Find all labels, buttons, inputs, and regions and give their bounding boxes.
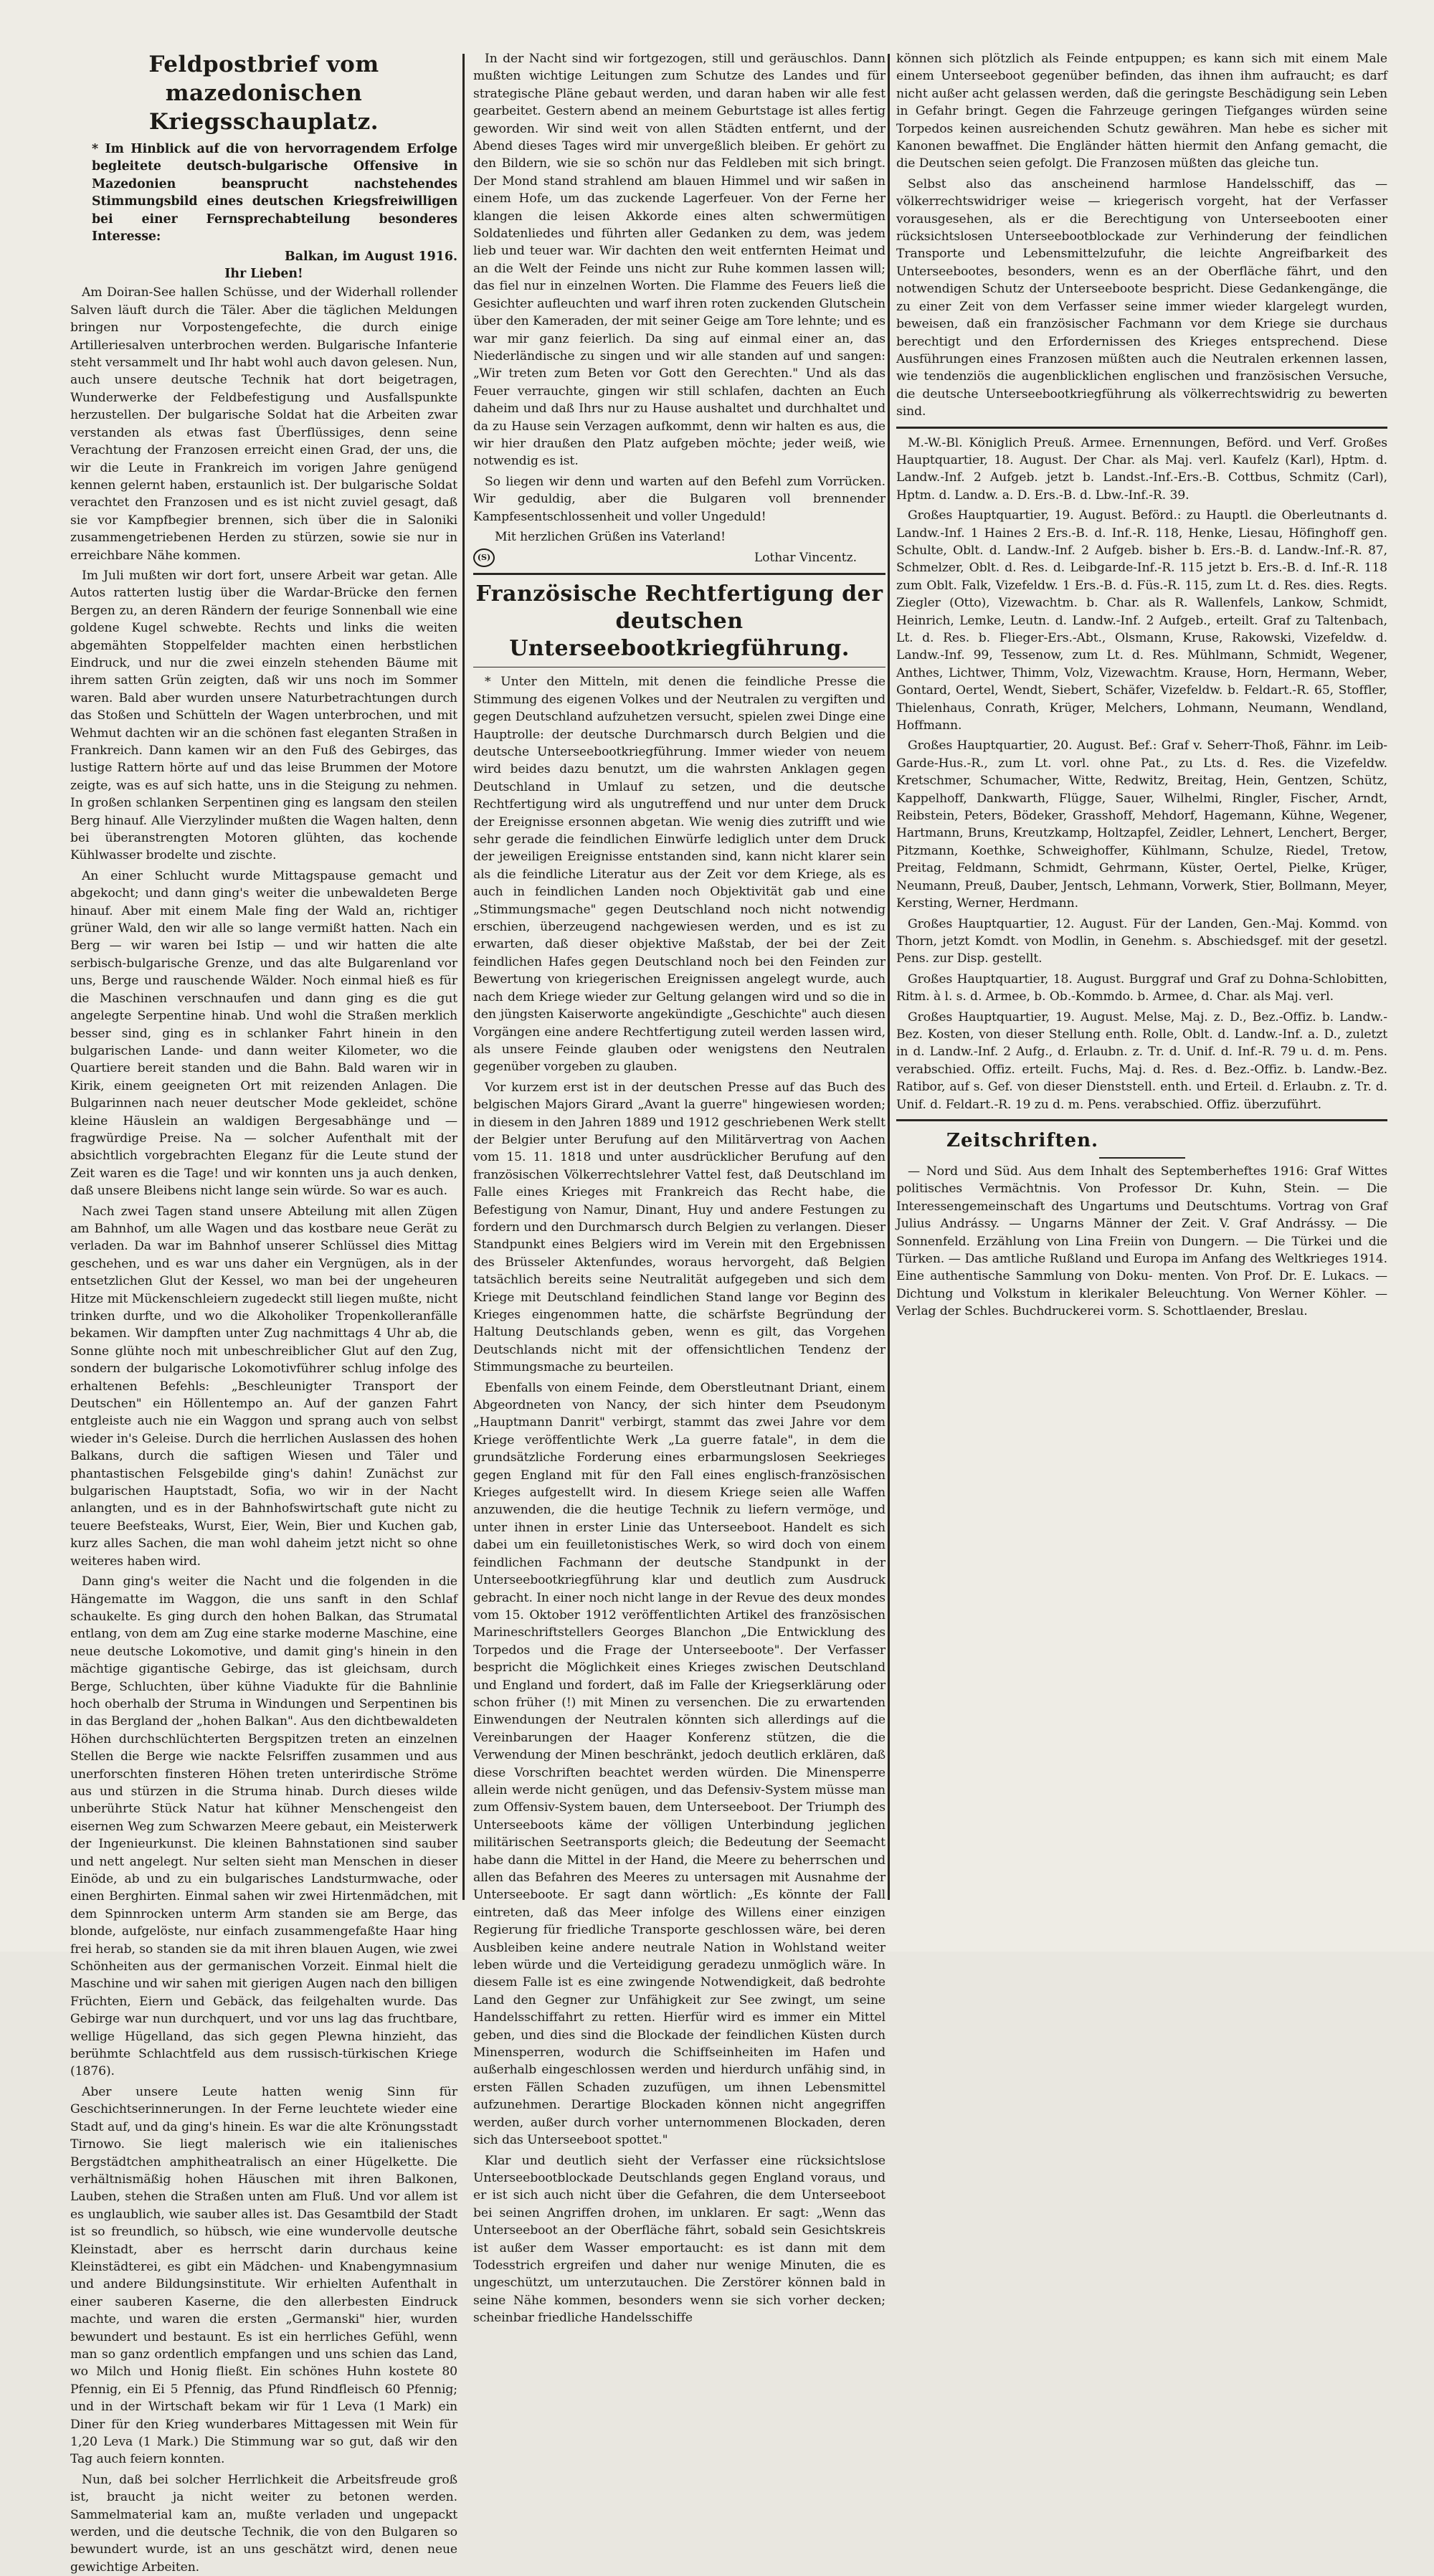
feldpostbrief-continued-paragraph: In der Nacht sind wir fortgezogen, still und geräuschlos. Dann mußten wichtige Leitungen zum Schutze des Landes und für strategische Pläne gebaut werden, und daran haben wir alle fest gearbeitet. Gestern abend an meinem Geburtstage ist alles fertig geworden. Wir sind weit von allen Städten entfernt, und der Abend dieses Tages wird mir unvergeßlich bleiben. Er gehört zu den Bildern, wie sie so schön nur das Feldleben mit sich bringt. Der Mond stand strahlend am blauen Himmel und wir saßen in einem Hofe, um das zuckende Lagerfeuer. Von der Ferne her klangen die leisen Akkorde eines alten schwermütigen Soldatenliedes und führten aller Gedanken zu dem, was jedem lieb und teuer war. Wir dachten den weit entfernten Heimat und an die Welt der Feinde uns nicht zur Ruhe kommen lassen will; das fiel nur in einzelnen Worten. Die Flamme des Feuers ließ die Gesichter aufleuchten und warf ihren roten zuckenden Glutschein über den Kameraden, der mit seiner Geige am Tore lehnte; und es war mir ganz feierlich. Da sing auf einmal einer an, das Niederländische zu singen und wir alle standen auf und sangen: „Wir treten zum Beten vor Gott den Gerechten." Und als das Feuer verrauchte, gingen wir still schlafen, dachten an Euch daheim und daß Ihrs nur zu Hause aushaltet und durchhaltet und da zu Hause sein Verzagen aufkommt, denn wir halten es aus, die wir hier draußen den Platz aufgeben möchte; jeder weiß, wie notwendig es ist. (473, 52, 885, 469)
feldpostbrief-dateline: Balkan, im August 1916. (285, 249, 457, 265)
feldpostbrief-paragraph: Am Doiran-See hallen Schüsse, und der Widerhall rollender Salven läuft durch die Täler. Aber die täglichen Meldungen bringen nur Vorpostengefechte, die durch einige Artilleriesalven unterbrochen werden. Bulgarische Infanterie steht versammelt und Ihr habt wohl auch davon gelesen. Nun, auch unsere deutsche Technik hat dort beigetragen, Wunderwerke der Feldbefestigung und Ausfallspunkte herzustellen. Der bulgarische Soldat hat die Arbeiten zwar verstanden als etwas fast Überflüssiges, denn seine Verachtung der Franzosen erreicht einen Grad, der uns, die wir die Leute in Frankreich im vorigen Jahre genügend kennen gelernt haben, erstaunlich ist. Der bulgarische Soldat verachtet den Franzosen und es ist nicht zuviel gesagt, daß sie vor Kampfbegier brennen, sich über die in Saloniki zusammengetriebenen Herden zu stürzen, sowie sie nur in erreichbare Nähe kommen. (70, 285, 457, 563)
section-separator (896, 1119, 1387, 1121)
rechtfertigung-paragraph: Vor kurzem erst ist in der deutschen Presse auf das Buch des belgischen Majors Girard „Avant la guerre" hingewiesen worden; in diesem in den Jahren 1889 und 1912 geschriebenen Werk stellt der Belgier unter Berufung auf den Militärvertrag von Aachen vom 15. 11. 1818 und unter ausdrücklicher Berufung auf den französischen Völkerrechtslehrer Vattel fest, daß Deutschland im Falle eines Krieges mit Frankreich das Recht habe, die Befestigung von Namur, Dinant, Huy und andere Festungen zu fordern und den Durchmarsch durch Belgien zu verlangen. Dieser Standpunkt eines Belgiers wird im Verein mit den Ergebnissen des Brüsseler Aktenfundes, woraus hervorgeht, daß Belgien tatsächlich bereits seine Neutralität aufgegeben und sich dem Kriege mit Deutschland feindlichen Stand lange vor Beginn des Krieges eingenommen hatte, die schärfste Begründung der Haltung Deutschlands geben, wenn es gilt, das Vorgehen Deutschlands nicht mit der offensichtlichen Tendenz der Stimmungsmache zu beurteilen. (473, 1080, 885, 1375)
rechtfertigung-paragraph: Klar und deutlich sieht der Verfasser eine rücksichtslose Unterseebootblockade Deutschlands gegen England voraus, und er ist sich auch nicht über die Gefahren, die dem Unterseeboot bei seinen Angriffen drohen, im unklaren. Er sagt: „Wenn das Unterseeboot an der Oberfläche fährt, sobald sein Gesichtskreis ist außer dem Wasser emportaucht: es ist dann mit dem Todesstrich ergreifen und daher nur wenige Minuten, die es ungeschützt, um unterzutauchen. Die Zerstörer können bald in seine Nähe kommen, besonders wenn sie sich vorher decken; scheinbar friedliche Handelsschiffe (473, 2153, 885, 2326)
rechtfertigung-continued-paragraph: Selbst also das anscheinend harmlose Handelsschiff, das — völkerrechtswidriger weise — kriegerisch vorgeht, hat der Verfasser vorausgesehen, als er die Berechtigung von Unterseebooten einer rücksichtslosen Unterseebootblockade zur Verhinderung der feindlichen Transporte und Lebensmittelzufuhr, die leichte Angreifbarkeit des Unterseebootes, besonders, wenn es an der Oberfläche fährt, und den notwendigen Schutz der Unterseeboote bespricht. Diese Gedankengänge, die zu einer Zeit von dem Verfasser seine immer wieder klargelegt wurden, beweisen, daß ein französischer Fachmann vor dem Kriege sie durchaus berechtigt und den Erfordernissen des Krieges entsprechend. Diese Ausführungen eines Franzosen müßten auch die Neutralen erkennen lassen, wie tendenziös die augenblicklichen englischen und französischen Versuche, die deutsche Unterseebootkriegführung als völkerrechtswidrig zu bewerten sind. (896, 176, 1387, 419)
column-rule-right (888, 54, 890, 1900)
feldpostbrief-headline: Feldpostbrief vom mazedonischen Kriegsschauplatz. (148, 52, 379, 135)
feldpostbrief-paragraph: Im Juli mußten wir dort fort, unsere Arbeit war getan. Alle Autos ratterten lustig über die Wardar-Brücke den fernen Bergen zu, an deren Rändern der feurige Sonnenball wie eine goldene Kugel schwebte. Rechts und links die weiten abgemähten Stoppelfelder machten einen herbstlichen Eindruck, und nur die zwei einzeln stehenden Bäume mit ihrem satten Grün zeigten, daß wir uns noch im Sommer waren. Bald aber wurden unsere Naturbetrachtungen durch das Stoßen und Schütteln der Wagen unterbrochen, und mit Wehmut dachten wir an die schönen fast eleganten Straßen in Frankreich. Dann kamen wir an den Fuß des Gebirges, das lustige Rattern hörte auf und das leise Brummen der Motore zeigte, was es auf sich hatte, uns in die Steigung zu nehmen. In großen schlanken Serpentinen ging es langsam den steilen Berg hinauf. Alle Vierzylinder mußten die Wagen halten, denn bei überanstrengten Motoren glühten, das kochende Kühlwasser brodelte und zischte. (70, 568, 457, 863)
feldpostbrief-paragraph: Nach zwei Tagen stand unsere Abteilung mit allen Zügen am Bahnhof, um alle Wagen und das kostbare neue Gerät zu verladen. Da war im Bahnhof unserer Schlüssel dies Mittag geschehen, und es war uns daher ein Vergnügen, als in der entsetzlichen Glut der Kessel, wo man bei der ungeheuren Hitze mit Mückenschleiern zugedeckt still liegen mußte, nicht trinken durfte, und wo die Alkoholiker Tropenkolleranfälle bekamen. Wir dampften unter Zug nachmittags 4 Uhr ab, die Sonne glühte noch mit unbeschreiblicher Glut auf den Zug, sondern der bulgarische Lokomotivführer schlug infolge des erhaltenen Befehls: „Beschleunigter Transport der Deutschen" ein Höllentempo an. Auf der ganzen Fahrt entgleiste auch nie ein Waggon und sprang auch von selbst wieder in's Geleise. Durch die herrlichen Auslassen des hohen Balkans, durch die saftigen Wiesen und Täler und phantastischen Felsgebilde ging's dahin! Zunächst zur bulgarischen Hauptstadt, Sofia, wo wir in der Nacht anlangten, und es in der Bahnhofswirtschaft gute nicht zu teuere Beefsteaks, Wurst, Eier, Wein, Bier und Kuchen gab, kurz alles Sachen, die man wohl daheim jetzt nicht so ohne weiteres haben wird. (70, 1204, 457, 1569)
personnel-list-paragraph: Großes Hauptquartier, 18. August. Burggraf und Graf zu Dohna-Schlobitten, Ritm. à l. s. d. Armee, b. Ob.-Kommdo. b. Armee, d. Char. als Maj. verl. (896, 971, 1387, 1004)
section-separator (896, 427, 1387, 429)
column-left (70, 50, 457, 2575)
zeitschriften-heading: Zeitschriften. (946, 1129, 1099, 1151)
column-middle (473, 50, 885, 2326)
feldpostbrief-intro: * Im Hinblick auf die von hervorragendem Erfolge begleitete deutsch-bulgarische Offensive in Mazedonien beansprucht nachstehendes Stimmungsbild eines deutschen Kriegsfreiwilligen bei einer Fernsprechabteilung besonderes Interesse: (92, 142, 457, 244)
feldpostbrief-paragraph: An einer Schlucht wurde Mittagspause gemacht und abgekocht; und dann ging's weiter die unbewaldeten Berge hinauf. Aber mit einem Male fing der Wald an, richtiger grüner Wald, den wir alle so lange vermißt hatten. Nach ein Berg — wir waren bei Istip — und wir hatten die alte serbisch-bulgarische Grenze, und das alte Bulgarenland vor uns, Berge und rauschende Wälder. Noch einmal hieß es für die Maschinen verschnaufen und dann ging es die gut angelegte Serpentine hinab. Und wohl die Straßen merklich besser sind, ging es in schlanker Fahrt hinein in den bulgarischen Lande- und dann weiter Kilometer, wo die Quartiere bereit standen und die Bahn. Bald waren wir in Kirik, einem geeigneten Ort mit reizenden Anlagen. Die Bulgarinnen nach neuer deutscher Mode gekleidet, schöne kleine Häuslein an waldigen Bergesabhänge und — fragwürdige Preise. Na — solcher Aufenthalt mit der absichtlich vorgebrachten Eleganz für die Leute stund der Zeit waren es die Tage! und wir konnten uns ja auch denken, daß unsere Bleibens nicht lange sein würde. So war es auch. (70, 868, 457, 1199)
rechtfertigung-paragraph: * Unter den Mitteln, mit denen die feindliche Presse die Stimmung des eigenen Volkes und der Neutralen zu vergiften und gegen Deutschland aufzuhetzen versucht, spielen zwei Dinge eine Hauptrolle: der deutsche Durchmarsch durch Belgien und die deutsche Unterseebootkriegführung. Immer wieder von neuem wird beides dazu benutzt, um die wahrsten Anklagen gegen Deutschland in Umlauf zu setzen, und die deutsche Rechtfertigung wird als ungutreffend und nur unter dem Druck der Ereignisse ersonnen abgetan. Wie wenig dies zutrifft und wie sehr gerade die feindlichen Einwürfe lediglich unter dem Druck der jeweiligen Ereignisse entstanden sind, kann nicht klarer sein als die feindliche Literatur aus der Zeit vor dem Kriege, als es auch in feindlichen Landen noch Objektivität gab und eine „Stimmungsmache" gegen Deutschland noch nicht notwendig erschien, überzeugend nachgewiesen werden, und es ist zu erwarten, daß dieser objektive Maßstab, der bei der Zeit feindlichen Hafes gegen Deutschland noch bei den Feinden zur Bewertung von kriegerischen Ereignissen angelegt wurde, auch nach dem Kriege wieder zur Geltung gelangen wird und so die in den jüngsten Kaiserworte angekündigte „Geschichte" auch diesen Vorgängen eine andere Rechtfertigung zuteil werden lassen wird, als unsere Feinde glauben oder wenigstens den Neutralen gegenüber vorgeben zu glauben. (473, 675, 885, 1075)
press-service-badge: (S) (473, 548, 495, 567)
personnel-list-paragraph: Großes Hauptquartier, 20. August. Bef.: Graf v. Seherr-Thoß, Fähnr. im Leib-Garde-Hus.-R., zum Lt. vorl. ohne Pat., zu Lts. d. Res. die Vizefeldw. Kretschmer, Schumacher, Witte, Redwitz, Breitag, Hein, Gentzen, Schütz, Kappelhoff, Dankwarth, Flügge, Sauer, Wilhelmi, Ringler, Fischer, Arndt, Reibstein, Peters, Bödeker, Grasshoff, Mehdorf, Hagemann, Kühne, Wegener, Hartmann, Bruns, Kreutzkamp, Holtzapfel, Zeidler, Lehnert, Lenchert, Berger, Pitzmann, Koethke, Schweighoffer, Kühlmann, Schulze, Riedel, Tretow, Preitag, Feldmann, Schmidt, Gehrmann, Küster, Oertel, Pielke, Krüger, Neumann, Preuß, Dauber, Jentsch, Lehmann, Vorwerk, Stier, Bollmann, Meyer, Kersting, Werner, Herdmann. (896, 738, 1387, 911)
article-separator (473, 573, 885, 575)
zeitschriften-paragraph: — Nord und Süd. Aus dem Inhalt des Septemberheftes 1916: Graf Wittes politisches Vermächtnis. Von Professor Dr. Kuhn, Stein. — Die Interessengemeinschaft des Ungartums und Deutschtums. Vortrag von Graf Julius Andrássy. — Ungarns Männer der Zeit. V. Graf Andrássy. — Die Sonnenfeld. Erzählung von Lina Freiin von Dungern. — Die Türkei und die Türken. — Das amtliche Rußland und Europa im Anfang des Weltkrieges 1914. Eine authentische Sammlung von Doku- menten. Von Prof. Dr. E. Lukacs. — Dichtung und Volkstum in klerikaler Beleuchtung. Von Werner Köhler. — Verlag der Schles. Buchdruckerei vorm. S. Schottlaender, Breslau. (896, 1164, 1387, 1319)
feldpostbrief-paragraph: Dann ging's weiter die Nacht und die folgenden in die Hängematte im Waggon, die uns sanft in den Schlaf schaukelte. Es ging durch den hohen Balkan, das Strumatal entlang, von dem am Zug eine starke moderne Maschine, eine neue deutsche Lokomotive, und damit ging's hinein in den mächtige gigantische Gebirge, das ist gleichsam, durch Berge, Schluchten, über kühne Viadukte für die Bahnlinie hoch oberhalb der Struma in Windungen und Serpentinen bis in das Bergland der „hohen Balkan". Aus den dichtbewaldeten Höhen durchschlüchterten Bergspitzen treten an einzelnen Stellen die Berge wie nackte Felsriffen zusammen und aus unerforschten finsteren Höhen treten unterirdische Ströme aus und stürzen in die Struma hinab. Durch dieses wilde unberührte Stück Natur hat kühner Menschengeist den eisernen Weg zum Schwarzen Meere gebaut, ein Meisterwerk der Ingenieurkunst. Die kleinen Bahnstationen sind sauber und nett angelegt. Nur selten sieht man Menschen in dieser Einöde, ab und zu ein bulgarisches Landsturmwache, oder einen Berghirten. Einmal sahen wir zwei Hirtenmädchen, mit dem Spinnrocken unterm Arm standen sie am Berge, das blonde, aufgelöste, nur einfach zusammengefaßte Haar hing frei herab, so standen sie da mit ihren blauen Augen, wie zwei Schönheiten aus der germanischen Vorzeit. Einmal hielt die Maschine und wir sahen mit gierigen Augen nach den billigen Früchten, Eiern und Gebäck, das feilgehalten wurde. Das Gebirge war nun durchquert, und vor uns lag das fruchtbare, wellige Hügelland, das sich gegen Plewna hinzieht, das berühmte Schlachtfeld aus dem russisch-türkischen Kriege (1876). (70, 1574, 457, 2079)
rechtfertigung-headline: Französische Rechtfertigung der deutschen Unterseebootkriegführung. (475, 581, 883, 662)
feldpostbrief-closing: Mit herzlichen Grüßen ins Vaterland! (495, 529, 726, 544)
personnel-list-paragraph: Großes Hauptquartier, 19. August. Beförd.: zu Hauptl. die Oberleutnants d. Landw.-Inf. 1 Haines 2 Ers.-B. d. Inf.-R. 118, Henke, Liesau, Höfinghoff gen. Schulte, Oblt. d. Landw.-Inf. 2 Aufgeb. bisher b. Ers.-B. d. Landw.-Inf.-R. 87, Schmelzer, Oblt. d. Res. d. Leibgarde-Inf.-R. 115 jetzt b. Ers.-B. d. Inf.-R. 118 zum Oblt. Falk, Vizefeldw. 1 Ers.-B. d. Füs.-R. 115, zum Lt. d. Res. dies. Regts. Ziegler (Otto), Vizewachtm. b. Char. als R. Wallenfels, Lankow, Schmidt, Heinrich, Lemke, Leutn. d. Landw.-Inf. 2 Aufgeb., erteilt. Graf zu Taltenbach, Lt. d. Res. b. Flieger-Ers.-Abt., Olsmann, Kruse, Rakowski, Vizefeldw. d. Landw.-Inf. 99, Tessenow, zum Lt. d. Res. Mühlmann, Schmidt, Wegener, Anthes, Lichtwer, Thimm, Volz, Vizewachtm. Krause, Horn, Hermann, Weber, Gontard, Oertel, Wendt, Siebert, Schäfer, Vizefeldw. b. Feldart.-R. 65, Stoffler, Thielenhaus, Conrath, Krüger, Melchers, Lohmann, Neumann, Wendland, Hoffmann. (896, 508, 1387, 733)
signature-line (473, 548, 885, 567)
column-right (896, 50, 1387, 1914)
column-rule-left (462, 54, 465, 1900)
feldpostbrief-paragraph: Nun, daß bei solcher Herrlichkeit die Arbeitsfreude groß ist, braucht ja nicht weiter zu betonen werden. Sammelmaterial kam an, mußte verladen und ungepackt werden, und die deutsche Technik, die von den Bulgaren so bewundert wurde, ist an uns geschätzt wird, denen neue gewichtige Arbeiten. (70, 2472, 457, 2575)
personnel-list-paragraph: Großes Hauptquartier, 19. August. Melse, Maj. z. D., Bez.-Offiz. b. Landw.-Bez. Kosten, von dieser Stellung enth. Rolle, Oblt. d. Landw.-Inf. a. D., zuletzt in d. Landw.-Inf. 2 Aufg., d. Erlaubn. z. Tr. d. Unif. d. Inf.-R. 79 u. d. m. Pens. verabschied. Offiz. erteilt. Fuchs, Maj. d. Res. d. Bez.-Offiz. b. Landw.-Bez. Ratibor, auf s. Gef. von dieser Dienststell. enth. und Erteil. d. Erlaubn. z. Tr. d. Unif. d. Feldart.-R. 19 zu d. m. Pens. verabschied. Offiz. überzuführt. (896, 1009, 1387, 1112)
rechtfertigung-continued-paragraph: können sich plötzlich als Feinde entpuppen; es kann sich mit einem Male einem Unterseeboot gegenüber befinden, das ihnen ihm aufraucht; es darf nicht außer acht gelassen werden, daß die geringste Beschädigung sein Leben in Gefahr bringt. Gegen die Fahrzeuge geringen Tiefganges würden seine Torpedos keinen ausreichenden Schutz gewähren. Man hebe es sicher mit Kanonen bewaffnet. Die Engländer hätten hiermit den Anfang gemacht, die die Deutschen seien gefolgt. Die Franzosen müßten das gleiche tun. (896, 52, 1387, 171)
feldpostbrief-continued-paragraph: So liegen wir denn und warten auf den Befehl zum Vorrücken. Wir geduldig, aber die Bulgaren voll brennender Kampfesentschlossenheit und voller Ungeduld! (473, 474, 885, 524)
rechtfertigung-paragraph: Ebenfalls von einem Feinde, dem Oberstleutnant Driant, einem Abgeordneten von Nancy, der sich hinter dem Pseudonym „Hauptmann Danrit" verbirgt, stammt das zwei Jahre vor dem Kriege veröffentlichte Werk „La guerre fatale", in dem die grundsätzliche Forderung eines erbarmungslosen Seekrieges gegen England mit für den Fall eines englisch-französischen Krieges aufgestellt wird. In diesem Kriege seien alle Waffen anzuwenden, die die heutige Technik zu liefern vermöge, und unter ihnen in erster Linie das Unterseeboot. Handelt es sich dabei um ein feuilletonistisches Werk, so wird doch von einem feindlichen Fachmann der deutsche Standpunkt in der Unterseebootkriegführung klar und deutlich zum Ausdruck gebracht. In einer noch nicht lange in der Revue des deux mondes vom 15. Oktober 1912 veröffentlichten Artikel des französischen Marineschriftstellers Georges Blanchon „Die Entwicklung des Torpedos und die Frage der Unterseeboote". Der Verfasser bespricht die Möglichkeit eines Krieges zwischen Deutschland und England und fordert, daß im Falle der Kriegserklärung oder schon früher (!) mit Minen zu versenchen. Die zu erwartenden Einwendungen der Neutralen könnten sich allerdings auf die Vereinbarungen der Haager Konferenz stützen, die die Verwendung der Minen beschränkt, jedoch deutlich erklären, daß diese Vorschriften beachtet werden würden. Die Minensperre allein werde nicht genügen, und das Defensiv-System müsse man zum Offensiv-System bauen, dem Unterseeboot. Der Triumph des Unterseeboots käme der völligen Unterbindung jeglichen militärischen Seetransports gleich; die Bedeutung der Seemacht habe dann die Mittel in der Hand, die Meere zu beherrschen und allen das Befahren des Meeres zu untersagen mit Ausnahme der Unterseeboote. Er sagt dann wörtlich: „Es könnte der Fall eintreten, daß das Meer infolge des Willens einer einzigen Regierung für friedliche Transporte geschlossen wäre, bei deren Ausbleiben keine andere neutrale Nation in Wohlstand weiter leben würde und die Verteidigung geradezu unmöglich wäre. In diesem Falle ist es eine zwingende Notwendigkeit, daß bedrohte Land den Gegner zur Unfähigkeit zur See zwingt, um seine Handelsschiffahrt zu retten. Hierfür wird es immer ein Mittel geben, und dies sind die Blockade der feindlichen Küsten durch Minensperren, wodurch die Schiffseinheiten im Hafen und außerhalb eingeschlossen werden und hierdurch unfähig sind, in ersten Fällen Schaden zuzufügen, um ihnen Lebensmittel aufzunehmen. Derartige Blockaden können nicht angegriffen werden, außer durch vorher unternommenen Blockaden, deren sich das Unterseeboot spottet." (473, 1380, 885, 2148)
feldpostbrief-paragraph: Aber unsere Leute hatten wenig Sinn für Geschichtserinnerungen. In der Ferne leuchtete wieder eine Stadt auf, und da ging's hinein. Es war die alte Krönungsstadt Tirnowo. Sie liegt malerisch wie ein italienisches Bergstädtchen amphitheatralisch an einer Hügelkette. Die verhältnismäßig hohen Häuschen mit ihren Balkonen, Lauben, stehen die Straßen unten am Fluß. Und vor allem ist es unglaublich, wie sauber alles ist. Das Gesamtbild der Stadt ist so freundlich, so hübsch, wie eine wundervolle deutsche Kleinstadt, aber es herrscht darin durchaus keine Kleinstädterei, es gibt ein Mädchen- und Knabengymnasium und andere Bildungsinstitute. Wir erhielten Aufenthalt in einer sauberen Kaserne, die den allerbesten Eindruck machte, und waren die ersten „Germanski" hier, wurden bewundert und bestaunt. Es ist ein herrliches Gefühl, wenn man so ganz ordentlich empfangen und uns schien das Land, wo Milch und Honig fließt. Ein schönes Huhn kostete 80 Pfennig, ein Ei 5 Pfennig, das Pfund Rindfleisch 60 Pfennig; und in der Wirtschaft bekam wir für 1 Leva (1 Mark) ein Diner für den Krieg wunderbares Mittagessen mit Wein für 1,20 Leva (1 Mark.) Die Stimmung war so gut, daß wir den Tag auch feiern konnten. (70, 2084, 457, 2467)
author-name: Lothar Vincentz. (754, 551, 857, 566)
personnel-list-paragraph: M.-W.-Bl. Königlich Preuß. Armee. Ernennungen, Beförd. und Verf. Großes Hauptquartier, 18. August. Der Char. als Maj. verl. Kaufelz (Karl), Hptm. d. Landw.-Inf. 2 Aufgeb. jetzt b. Landst.-Inf.-Ers.-B. Cottbus, Schmitz (Carl), Hptm. d. Landw. a. D. Ers.-B. d. Lbw.-Inf.-R. 39. (896, 435, 1387, 503)
personnel-list-paragraph: Großes Hauptquartier, 12. August. Für der Landen, Gen.-Maj. Kommd. von Thorn, jetzt Komdt. von Modlin, in Genehm. s. Abschiedsgef. mit der gesetzl. Pens. zur Disp. gestellt. (896, 916, 1387, 966)
feldpostbrief-salutation: Ihr Lieben! (224, 267, 303, 282)
zeitschriften-rule (1099, 1157, 1185, 1159)
